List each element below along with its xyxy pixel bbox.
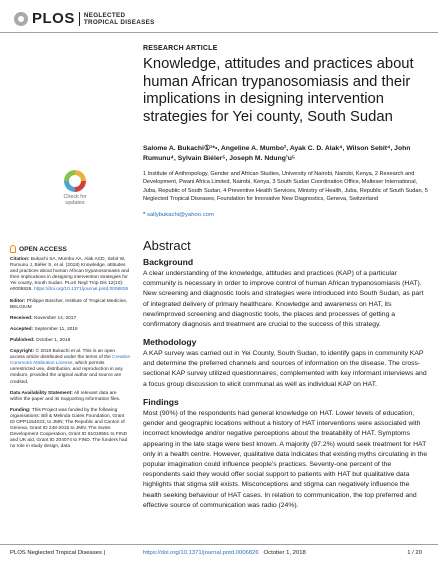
citation-text: Bukachi SA, Mumbo AA, Alak ACD, Sebit W, Rumunu J, Biéler S, et al. (2018) Knowledge, attitudes and practices about human African trypanosomiasis and their implications in designing intervention strategies for Yei county, South Sudan. PLoS Negl Trop Dis 12(10): e0006826.	[10, 257, 130, 293]
copyright-block	[10, 349, 130, 386]
published-block	[10, 338, 130, 344]
article-title: Knowledge, attitudes and practices about human African trypanosomiasis and their implications in designing intervention strategies for Yei county, South Sudan	[143, 56, 414, 125]
funding-label: Funding:	[10, 407, 31, 413]
check-updates-icon	[64, 170, 86, 192]
corresponding-author	[143, 212, 214, 218]
published-date: October 1, 2018	[35, 337, 71, 343]
accepted-block	[10, 327, 130, 333]
footer-separator: |	[102, 550, 106, 556]
data-availability-label: Data Availability Statement:	[10, 390, 73, 396]
corresponding-email-link[interactable]: sallybukachi@yahoo.com	[146, 212, 214, 218]
check-updates-label: Check for updates	[63, 194, 87, 207]
methodology-paragraph: A KAP survey was carried out in Yei County, South Sudan, to identify gaps in community KAP and determine the preferred channels and sources of information on the disease. The cross-sectional KAP survey utilized questionnaires, complemented with key informant interviews and a focus group discussion to elicit communal as well as individual KAP on HAT.	[143, 350, 427, 388]
affiliations: 1 Institute of Anthropology, Gender and African Studies, University of Nairobi, Nairobi, Kenya, 2 Research and Development, Pwani Africa Limited, Nairobi, Kenya, 3 South Sudan Coordination Office, Malteser International, Juba, Republic of South Sudan, 4 Preventive Health Services, Ministry of Health, Juba, Republic of South Sudan, 5 Neglected Tropical Diseases, Foundation for Innovative New Diagnostics, Geneva, Switzerland	[143, 171, 428, 202]
funding-text: This Project was funded by the following organisations: Bill & Melinda Gates Foundation, Grant ID OPP1154023, to JMN; The Republic and Canton of Geneva, Grant ID 248-2015 to JMN; The Swiss Development Cooperation, Grant ID 81019551 to FIND and UK aid, Grant ID 204074 to FIND. The funders had no role in study design, data	[10, 407, 128, 450]
license-link[interactable]: Creative Commons Attribution License	[10, 355, 131, 367]
data-availability-block	[10, 391, 130, 403]
footer-doi	[143, 550, 306, 556]
citation-doi-link[interactable]: https://doi.org/10.1371/journal.pntd.0006826	[34, 287, 129, 293]
plos-wordmark: PLOS	[32, 10, 75, 27]
copyright-text: © 2018 Bukachi et al. This is an open access article distributed under the terms of the	[10, 349, 116, 361]
journal-name	[79, 12, 155, 26]
received-label: Received:	[10, 315, 33, 321]
accepted-date: September 11, 2018	[34, 326, 78, 332]
check-for-updates-badge[interactable]	[54, 170, 96, 216]
data-availability-text: All relevant data are within the paper and its Supporting Information files.	[10, 390, 121, 402]
received-date: November 14, 2017	[34, 315, 77, 321]
editor-label: Editor:	[10, 298, 26, 304]
footer-doi-link[interactable]: https://doi.org/10.1371/journal.pntd.0006826	[143, 550, 259, 556]
journal-name-line1: NEGLECTED	[83, 11, 126, 19]
author-list: Salome A. Bukachi①¹*•, Angeline A. Mumbo², Ayak C. D. Alak⁴, Wilson Sebit⁴, John Rumunu⁴, Sylvain Biéler⁵, Joseph M. Ndung’u⁵	[143, 145, 411, 162]
open-access-label: OPEN ACCESS	[19, 245, 67, 253]
article-info-sidebar	[10, 257, 130, 455]
received-block	[10, 316, 130, 322]
citation-label: Citation:	[10, 257, 30, 262]
open-lock-icon	[10, 245, 16, 253]
copyright-label: Copyright:	[10, 349, 35, 355]
footer-date: October 1, 2018	[263, 550, 306, 556]
footer-divider	[0, 544, 438, 545]
funding-block	[10, 408, 130, 451]
findings-heading: Findings	[143, 397, 179, 407]
background-heading: Background	[143, 257, 194, 267]
plos-logo	[14, 10, 155, 27]
editor-block	[10, 299, 130, 311]
citation-block	[10, 257, 130, 294]
open-access-badge	[10, 245, 67, 253]
footer-journal-name: PLOS Neglected Tropical Diseases	[10, 550, 103, 556]
editor-text: Philippe Büscher, Institute of Tropical Medicine, BELGIUM	[10, 298, 128, 310]
background-paragraph: A clear understanding of the knowledge, attitudes and practices (KAP) of a particular community is necessary in order to improve control of human African trypanosomiasis (HAT). New screening and diagnostic tools and strategies were introduced into South Sudan, as part of integrated delivery of primary healthcare. Knowledge and awareness on HAT, its new/improved screening and diagnostic tools, the places and processes of getting a confirmatory diagnosis and treatment are crucial to the success of this strategy.	[143, 270, 424, 329]
page-number: 1 / 20	[407, 550, 422, 556]
plos-logo-icon	[14, 12, 28, 26]
corresponding-marker: *	[143, 212, 146, 218]
findings-paragraph: Most (90%) of the respondents had general knowledge on HAT. Lower levels of education, gender and geographic locations without a history of HAT interventions were associated with incorrect knowledge and/or negative perceptions about the treatability of HAT. Symptoms appearing in the late stage were best known. A majority (97.2%) would seek treatment for HAT only in a health centre. However, qualitative data indicates that existing myths circulating in the popular imagination could influence people’s practices. Seventy-one percent of the respondents said they would offer social support to patients with HAT but qualitative data highlights that stigma still exists. Misconceptions and stigma can negatively influence the health seeking behaviour of HAT cases. In relation to communication, the top preferred and effective source of communication was radio (24%).	[143, 410, 428, 509]
journal-name-line2: TROPICAL DISEASES	[83, 18, 155, 26]
methodology-heading: Methodology	[143, 337, 197, 347]
abstract-heading: Abstract	[143, 238, 191, 253]
header-divider	[0, 32, 438, 33]
accepted-label: Accepted:	[10, 326, 34, 332]
footer-journal	[10, 550, 105, 556]
copyright-text-end: , which permits unrestricted use, distribution, and reproduction in any medium, provided the original author and source are credited.	[10, 361, 123, 385]
published-label: Published:	[10, 337, 35, 343]
article-type: RESEARCH ARTICLE	[143, 45, 218, 52]
